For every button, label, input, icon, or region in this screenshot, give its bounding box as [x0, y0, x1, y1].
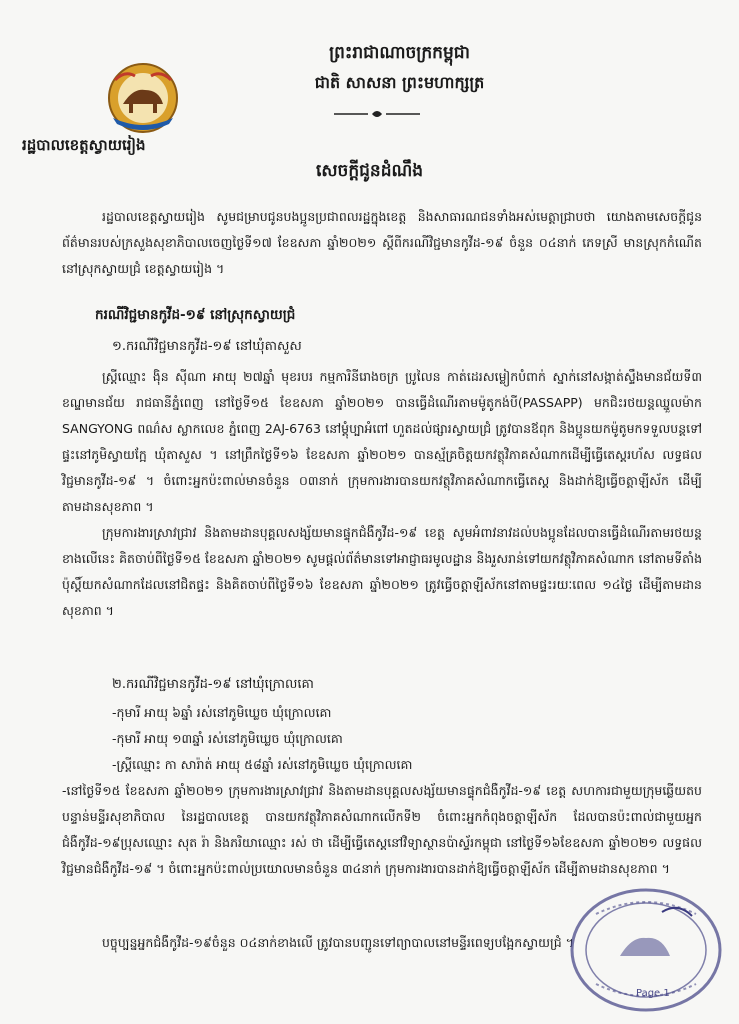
closing-paragraph: បច្ចុប្បន្នអ្នកជំងឺកូវីដ-១៩ចំនួន ០៤នាក់ខាងលើ ត្រូវបានបញ្ជូនទៅព្យាបាលនៅមន្ទីរពេទ្យបង្អែកស្វាយជ្រំ ។	[102, 935, 574, 950]
divider-ornament	[332, 108, 422, 120]
list-item: -ស្ត្រីឈ្មោះ កា សារ៉ាត់ អាយុ ៥៨ឆ្នាំ រស់នៅភូមិឃ្លេច ឃុំក្រោលគោ	[112, 757, 413, 772]
document-title: សេចក្តីជូនដំណឹង	[315, 161, 424, 181]
list-item: -កុមារី អាយុ ១៣ឆ្នាំ រស់នៅភូមិឃ្លេច ឃុំក្រោលគោ	[112, 731, 343, 746]
list-item: -កុមារី អាយុ ៦ឆ្នាំ រស់នៅភូមិឃ្លេច ឃុំក្រោលគោ	[112, 705, 332, 720]
case-2-list	[112, 700, 412, 778]
org-name: រដ្ឋបាលខេត្តស្វាយរៀង	[22, 136, 146, 154]
case-1-heading: ១.ករណីវិជ្ជមានកូវីដ-១៩ នៅឃុំតាសួស	[112, 339, 302, 354]
national-motto: ជាតិ សាសនា ព្រះមហាក្សត្រ	[314, 73, 485, 92]
case-2-paragraph: -នៅថ្ងៃទី១៥ ខែឧសភា ឆ្នាំ២០២១ ក្រុមការងារស្រាវជ្រាវ និងតាមដានបុគ្គលសង្ស័យមានផ្ទុកជំងឺកូវីដ-១៩ ខេត្ត សហការជាមួយក្រុមឆ្លើយតបបន្ទាន់មន្ទីរសុខាភិបាល នៃរដ្ឋបាលខេត្ត បានយកវត្ថុវិភាគសំណាកលើកទី២ ចំពោះអ្នកកំពុងចត្តាឡីស័ក ដែលបានប៉ះពាល់ជាមួយអ្នកជំងឺកូវីដ-១៩ប្រុសឈ្មោះ សុត រ៉ា និងភរិយាឈ្មោះ រស់ ថា ដើម្បីធ្វើតេស្តនៅវិទ្យាស្ថានប៉ាស្ទ័រកម្ពុជា នៅថ្ងៃទី១៦ខែឧសភា ឆ្នាំ២០២១ លទ្ធផលវិជ្ជមានជំងឺកូវីដ-១៩ ។ ចំពោះអ្នកប៉ះពាល់ប្រយោលមានចំនួន ៣៤នាក់ ក្រុមការងារបានដាក់ឱ្យធ្វើចត្តាឡីស័ក ដើម្បីតាមដានសុខភាព ។	[62, 783, 702, 876]
kingdom-heading: ព្រះរាជាណាចក្រកម្ពុជា	[329, 43, 470, 63]
intro-paragraph: រដ្ឋបាលខេត្តស្វាយរៀង សូមជម្រាបជូនបងប្អូនប្រជាពលរដ្ឋក្នុងខេត្ត និងសាធារណជនទាំងអស់មេត្តាជ្រាបថា យោងតាមសេចក្តីជូនព័ត៌មានរបស់ក្រសួងសុខាភិបាលចេញថ្ងៃទី១៧ ខែឧសភា ឆ្នាំ២០២១ ស្តីពីករណីវិជ្ជមានកូវីដ-១៩ ចំនួន ០៤នាក់ ភេទស្រី មានស្រុកកំណើតនៅស្រុកស្វាយជ្រំ ខេត្តស្វាយរៀង ។	[62, 209, 702, 276]
section-heading: ករណីវិជ្ជមានកូវីដ-១៩ នៅស្រុកស្វាយជ្រំ	[95, 307, 296, 323]
page-number: Page 1	[636, 988, 670, 999]
case-1-paragraph: ស្ត្រីឈ្មោះ ង៉ិន ស៊ីណា អាយុ ២៧ឆ្នាំ មុខរបរ កម្មការិនីរោងចក្រ ប្រូលៃន កាត់ដេរសម្លៀកបំពាក់ ស្នាក់នៅសង្កាត់ស្ទឹងមានជ័យទី៣ ខណ្ឌមានជ័យ រាជធានីភ្នំពេញ នៅថ្ងៃទី១៥ ខែឧសភា ឆ្នាំ២០២១ បានធ្វើដំណើរតាមម៉ូតូកង់បី(PASSAPP) មកជិះរថយន្តឈ្នួលម៉ាក SANGYONG ពណ៌ស ស្លាកលេខ ភ្នំពេញ 2AJ-6763 នៅម្តុំប្បាអំពៅ ហួតដល់ផ្សារស្វាយជ្រំ ត្រូវបានឪពុក និងប្អូនយកម៉ូតូមកទទួលបន្តទៅផ្ទះនៅភូមិស្វាយក្អែ ឃុំតាសួស ។ នៅព្រឹកថ្ងៃទី១៦ ខែឧសភា ឆ្នាំ២០២១ បានស្ម័គ្រចិត្តយកវត្ថុវិភាគសំណាកដើម្បីធ្វើតេស្តរហ័ស លទ្ធផលវិជ្ជមានកូវីដ-១៩ ។ ចំពោះអ្នកប៉ះពាល់មានចំនួន ០៣នាក់ ក្រុមការងារបានយកវត្ថុវិភាគសំណាកធ្វើតេស្ត និងដាក់ឱ្យធ្វើចត្តាឡីស័ក ដើម្បីតាមដានសុខភាព ។	[62, 369, 702, 514]
case-2-heading: ២.ករណីវិជ្ជមានកូវីដ-១៩ នៅឃុំក្រោលគោ	[112, 677, 314, 692]
appeal-paragraph: ក្រុមការងារស្រាវជ្រាវ និងតាមដានបុគ្គលសង្ស័យមានផ្ទុកជំងឺកូវីដ-១៩ ខេត្ត សូមអំពាវនាវដល់បងប្អូនដែលបានធ្វើដំណើរតាមរថយន្តខាងលើនេះ គិតចាប់ពីថ្ងៃទី១៥ ខែឧសភា ឆ្នាំ២០២១ សូមផ្តល់ព័ត៌មានទៅអាជ្ញាធរមូលដ្ឋាន និងរួសរាន់ទៅយកវត្ថុវិភាគសំណាក នៅតាមទីតាំងប៉ុស្តិ៍យកសំណាកដែលនៅជិតផ្ទះ និងគិតចាប់ពីថ្ងៃទី១៦ ខែឧសភា ឆ្នាំ២០២១ ត្រូវធ្វើចត្តាឡីស័កនៅតាមផ្ទះរយៈពេល ១៤ថ្ងៃ ដើម្បីតាមដានសុខភាព ។	[62, 525, 702, 618]
